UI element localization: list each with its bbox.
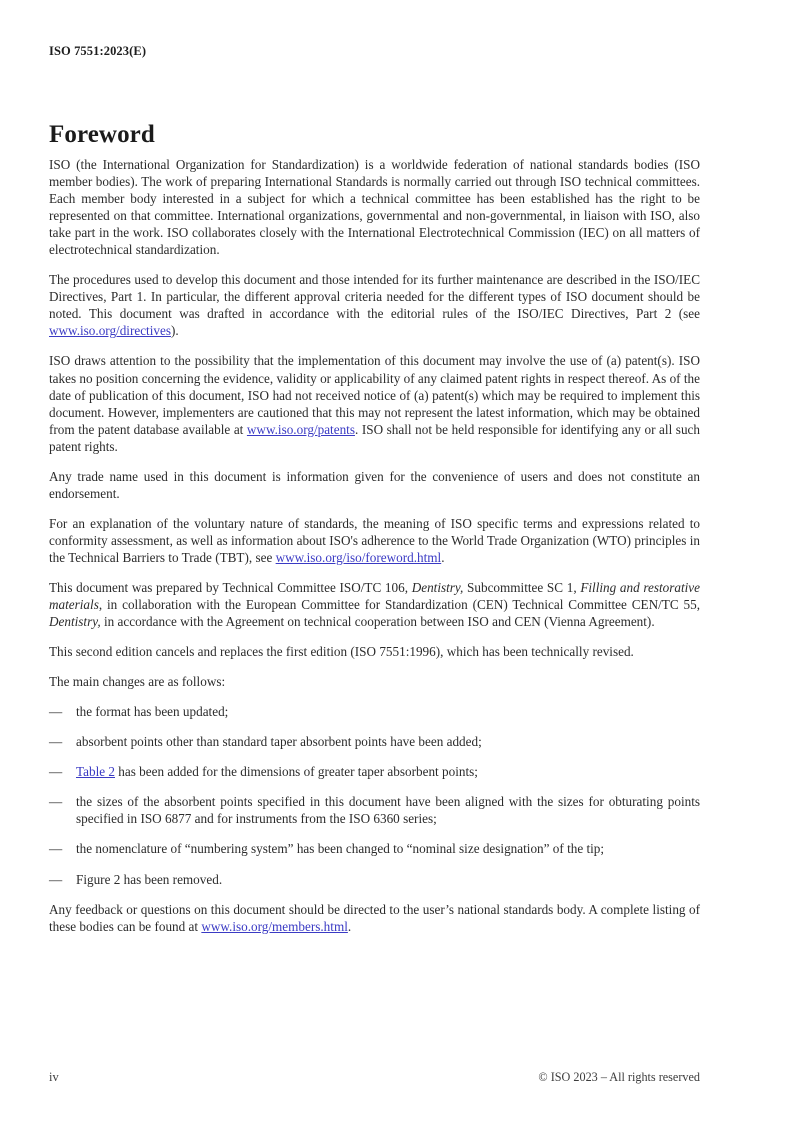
- paragraph-iso-federation: [49, 156, 700, 258]
- link-iso-patents[interactable]: www.iso.org/patents: [246, 421, 355, 437]
- link-iso-directives[interactable]: www.iso.org/directives: [49, 323, 171, 339]
- paragraph-text-tail: .: [441, 549, 445, 565]
- em-dash-marker-icon: —: [49, 764, 63, 780]
- paragraph-second-edition: [49, 643, 700, 660]
- paragraph-main-changes-intro: [49, 673, 700, 690]
- link-iso-members[interactable]: www.iso.org/members.html: [201, 918, 348, 934]
- em-dash-marker-icon: —: [49, 871, 63, 887]
- list-item-text: the format has been updated;: [76, 704, 229, 720]
- paragraph-feedback: [49, 901, 700, 935]
- italic-dentistry-1: Dentistry,: [411, 579, 464, 595]
- em-dash-marker-icon: —: [49, 794, 63, 810]
- list-item-text: the nomenclature of “numbering system” has been changed to “nominal size designation” of the tip;: [76, 841, 605, 857]
- paragraph-text: Any feedback or questions on this document should be directed to the user’s national standards body. A complete listing of these bodies can be found at: [49, 901, 700, 934]
- paragraph-text: This document was prepared by Technical Committee ISO/TC 106,: [49, 579, 412, 595]
- list-item: [49, 733, 700, 750]
- list-item: [49, 840, 700, 857]
- em-dash-marker-icon: —: [49, 841, 63, 857]
- foreword-body: [49, 156, 700, 948]
- running-header: ISO 7551:2023(E): [49, 44, 147, 58]
- list-item-text: Figure 2 has been removed.: [76, 871, 223, 887]
- paragraph-patents: [49, 352, 700, 454]
- footer-page-number: iv: [49, 1070, 59, 1084]
- em-dash-marker-icon: —: [49, 704, 63, 720]
- paragraph-technical-committee: [49, 579, 700, 630]
- list-item: [49, 793, 700, 827]
- list-item-text: absorbent points other than standard taper absorbent points have been added;: [76, 734, 482, 750]
- page-footer: [0, 1070, 793, 1090]
- paragraph-text: Any trade name used in this document is information given for the convenience of users and does not constitute an endorsement.: [49, 468, 700, 501]
- italic-filling-materials: Filling and restorative materials: [49, 579, 701, 613]
- list-item-text: has been added for the dimensions of greater taper absorbent points;: [115, 764, 478, 780]
- list-item-text: the sizes of the absorbent points specified in this document have been aligned with the sizes for obturating points specified in ISO 6877 and for instruments from the ISO 6360 series;: [76, 794, 700, 827]
- paragraph-text-tail: . ISO shall not be held responsible for identifying any or all such patent rights.: [49, 421, 700, 454]
- paragraph-trade-name: [49, 468, 700, 502]
- paragraph-text: For an explanation of the voluntary nature of standards, the meaning of ISO specific terms and expressions related to conformity assessment, as well as information about ISO's adherence to the World Trade Organization (WTO) principles in the Technical Barriers to Trade (TBT), see: [49, 515, 700, 565]
- paragraph-text: ISO (the International Organization for Standardization) is a worldwide federation of national standards bodies (ISO member bodies). The work of preparing International Standards is normally carried out through ISO technical committees. Each member body interested in a subject for which a technical committee has been established has the right to be represented on that committee. International organizations, governmental and non-governmental, in liaison with ISO, also take part in the work. ISO collaborates closely with the International Electrotechnical Commission (IEC) on all matters of electrotechnical standardization.: [49, 157, 700, 258]
- paragraph-text: ISO draws attention to the possibility that the implementation of this document may involve the use of (a) patent(s). ISO takes no position concerning the evidence, validity or applicability of any claimed patent rights in respect thereof. As of the date of publication of this document, ISO had not received notice of (a) patent(s) which may be required to implement this document. However, implementers are cautioned that this may not represent the latest information, which may be obtained from the patent database available at: [49, 353, 700, 437]
- paragraph-text-tail: .: [347, 918, 352, 934]
- link-table-2[interactable]: Table 2: [76, 764, 115, 780]
- italic-dentistry-2: Dentistry,: [49, 614, 101, 630]
- list-item: [49, 871, 700, 888]
- em-dash-marker-icon: —: [49, 734, 63, 750]
- paragraph-text: in accordance with the Agreement on technical cooperation between ISO and CEN (Vienna Agreement).: [100, 614, 655, 630]
- list-item: [49, 703, 700, 720]
- link-iso-foreword[interactable]: www.iso.org/iso/foreword.html: [275, 549, 442, 565]
- paragraph-text: Subcommittee SC 1,: [463, 579, 581, 595]
- paragraph-text: The procedures used to develop this document and those intended for its further maintenance are described in the ISO/IEC Directives, Part 1. In particular, the different approval criteria needed for the different types of ISO document should be noted. This document was drafted in accordance with the editorial rules of the ISO/IEC Directives, Part 2 (see: [49, 272, 700, 322]
- changes-list: [49, 703, 700, 887]
- paragraph-text: The main changes are as follows:: [49, 674, 226, 690]
- footer-copyright: © ISO 2023 – All rights reserved: [538, 1070, 700, 1084]
- paragraph-voluntary-nature: [49, 515, 700, 566]
- paragraph-text: , in collaboration with the European Committee for Standardization (CEN) Technical Committee CEN/TC 55,: [98, 597, 700, 613]
- list-item: [49, 763, 700, 780]
- page-title: Foreword: [49, 120, 155, 148]
- paragraph-text: This second edition cancels and replaces the first edition (ISO 7551:1996), which has been technically revised.: [49, 644, 634, 660]
- paragraph-procedures: [49, 271, 700, 339]
- paragraph-text-tail: ).: [170, 323, 179, 339]
